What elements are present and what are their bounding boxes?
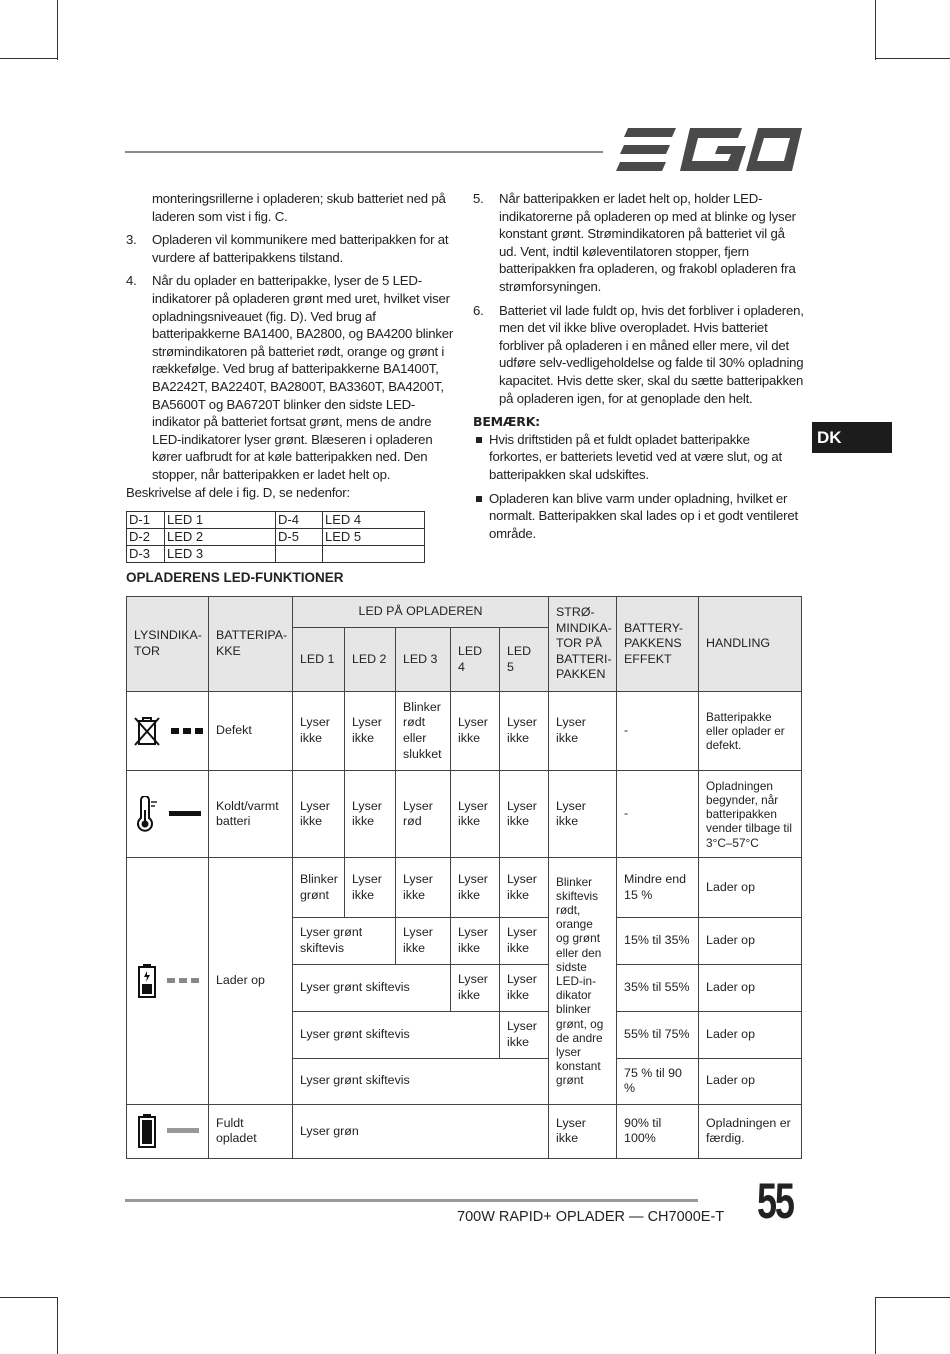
action-text: Batteripakke eller oplader er defekt. [699,692,802,771]
list-number: 6. [473,302,484,318]
left-column [126,190,460,501]
power-indicator-state: Lyser ikke [549,1104,617,1158]
led-state: Lyser ikke [451,692,500,771]
led-state: Lyser ikke [500,964,549,1011]
page-number: 55 [757,1173,793,1229]
header-led: LED 5 [500,628,549,692]
led-state: Lyser ikke [451,771,500,858]
action-text: Opladningen er færdig. [699,1104,802,1158]
header-power-indicator: STRØ-MINDIKA-TOR PÅ BATTERI-PAKKEN [549,597,617,692]
list-item-5 [473,190,805,296]
header-led: LED 2 [345,628,396,692]
note-heading: BEMÆRK: [473,414,540,430]
bullet-icon [476,437,482,443]
battery-effect: 15% til 35% [617,918,699,964]
table-row-full [127,1104,802,1158]
led-state: Lyser grønt skiftevis [293,1058,549,1104]
crop-mark [875,58,950,59]
indicator-cell [127,858,209,1105]
led-state: Blinker grønt [293,858,345,918]
battery-state: Lader op [209,858,293,1105]
action-text: Lader op [699,918,802,964]
list-number: 4. [126,273,137,289]
led-state: Lyser ikke [500,771,549,858]
list-text: Når batteripakken er ladet helt op, holder LED-indikatorerne på opladeren op med at blinke og lyser konstant grønt. Strømindikatoren på batteriet vil gå ud. Vent, indtil køleventilatoren stopper, fjern batteripakken fra opladeren, og frakobl opladeren fra strømforsyningen. [499,191,796,294]
crop-mark [0,1297,57,1298]
header-led: LED 3 [396,628,451,692]
crop-mark [875,1297,950,1298]
note-bullet [473,490,805,543]
led-state: Lyser ikke [451,858,500,918]
grey-line-icon [167,1128,199,1134]
legend-label: LED 3 [165,546,276,563]
battery-effect: 35% til 55% [617,964,699,1011]
header-led: LED 1 [293,628,345,692]
led-state: Lyser ikke [396,918,451,964]
action-text: Opladningen begynder, når batteripakken vender tilbage til 3°C–57°C [699,771,802,858]
crop-mark [875,1297,876,1354]
list-item-6 [473,302,805,408]
list-text: Opladeren vil kommunikere med batteripakken for at vurdere af batteripakkens tilstand. [152,232,449,265]
led-functions-table [126,596,802,1159]
action-text: Lader op [699,858,802,918]
battery-effect: - [617,692,699,771]
battery-effect: 55% til 75% [617,1011,699,1058]
blinking-dashes-icon [171,727,203,735]
battery-effect: Mindre end 15 % [617,858,699,918]
legend-label: LED 4 [323,512,425,529]
legend-label: LED 1 [165,512,276,529]
right-column [473,190,805,548]
legend-label: LED 2 [165,529,276,546]
led-state: Lyser rød [396,771,451,858]
thermometer-icon [135,796,159,832]
legend-code: D-3 [127,546,165,563]
table-row-charging [127,858,802,918]
legend-label [323,546,425,563]
table-header-row [127,597,802,628]
legend-code: D-1 [127,512,165,529]
legend-code: D-2 [127,529,165,546]
table-row-temperature [127,771,802,858]
led-state: Lyser grønt skiftevis [293,964,451,1011]
led-state: Lyser ikke [293,771,345,858]
list-text: Batteriet vil lade fuldt op, hvis det forbliver i opladeren, men det vil ikke blive overopladet. Hvis batteriet forbliver på opladeren i en måned eller mere, vil det udføre selv-vedligeholdelse og falde til 30% opladning kapacitet. Hvis dette sker, skal du sætte batteripakken på opladeren igen, for at genoplade den helt. [499,302,804,406]
list-item-3 [126,231,460,266]
header-effect: BATTERY-PAKKENS EFFEKT [617,597,699,692]
bullet-text: Hvis driftstiden på et fuldt opladet batteripakke forkortes, er batteriets levetid ved at være slut, og at batteripakken skal udskiftes. [489,431,782,482]
led-state: Lyser ikke [500,1011,549,1058]
continued-paragraph: monteringsrillerne i opladeren; skub batteriet ned på laderen som vist i fig. C. [152,191,446,224]
power-indicator-state: Lyser ikke [549,771,617,858]
led-state: Lyser grønt skiftevis [293,1011,500,1058]
header-indicator: LYSINDIKA-TOR [127,597,209,692]
header-led: LED 4 [451,628,500,692]
list-number: 3. [126,232,137,248]
led-state: Lyser ikke [396,858,451,918]
battery-effect: 90% til 100% [617,1104,699,1158]
parts-legend-table [126,511,425,563]
header-rule [125,151,603,153]
note-bullet [473,431,805,484]
list-item-4 [126,272,460,483]
crop-mark [0,58,57,59]
header-led-group: LED PÅ OPLADEREN [293,597,549,628]
power-indicator-state: Blinker skiftevis rødt, orange og grønt eller den sidste LED-in-dikator blinker grønt, og de andre lyser konstant grønt [549,858,617,1105]
led-state: Lyser grøn [293,1104,549,1158]
battery-effect: - [617,771,699,858]
led-state: Lyser ikke [451,964,500,1011]
footer-rule [125,1199,698,1202]
list-number: 5. [473,191,484,206]
power-indicator-state: Lyser ikke [549,692,617,771]
header-battery: BATTERIPA-KKE [209,597,293,692]
bullet-icon [476,496,482,502]
led-state: Lyser ikke [500,918,549,964]
crop-mark [875,0,876,60]
battery-state: Koldt/varmt batteri [209,771,293,858]
battery-state: Defekt [209,692,293,771]
section-title: OPLADERENS LED-FUNKTIONER [126,570,344,585]
charging-battery-icon [137,963,157,999]
table-row [127,529,425,546]
action-text: Lader op [699,1058,802,1104]
crop-mark [57,1297,58,1354]
led-state: Blinker rødt eller slukket [396,692,451,771]
full-battery-icon [137,1113,157,1149]
table-row-defect [127,692,802,771]
solid-line-icon [169,811,201,817]
bullet-text: Opladeren kan blive varm under opladning, hvilket er normalt. Batteripakken skal lades op i et godt ventileret område. [489,490,798,541]
led-state: Lyser ikke [293,692,345,771]
led-state: Lyser ikke [500,858,549,918]
description-text: Beskrivelse af dele i fig. D, se nedenfor: [126,484,350,500]
led-state: Lyser ikke [345,771,396,858]
led-state: Lyser ikke [451,918,500,964]
language-tab: DK [812,422,892,453]
table-row [127,546,425,563]
list-text: Når du oplader en batteripakke, lyser de 5 LED-indikatorer på opladeren grønt med uret, hvilket viser opladningsniveauet (fig. D). Ved brug af batteripakkerne BA1400, BA2800, og BA4200 blinker strømindikatoren på batteriet rødt, orange og grønt i rækkefølge. Ved brug af batteripakkerne BA1400T, BA2242T, BA2240T, BA2800T, BA3360T, BA4200T, BA5600T og BA6720T blinker den sidste LED-indikator på batteriet fortsat grønt, mens de andre LED-indikatorer lyser grønt. Blæseren i opladeren kører uafbrudt for at køle batteripakken ned. Den stopper, når batteripakken er ladet helt op. [152,273,454,482]
action-text: Lader op [699,1011,802,1058]
indicator-cell [127,771,209,858]
battery-state: Fuldt opladet [209,1104,293,1158]
indicator-cell [127,1104,209,1158]
header-action: HANDLING [699,597,802,692]
indicator-cell [127,692,209,771]
footer-product: 700W RAPID+ OPLADER — CH7000E-T [457,1209,725,1225]
legend-label: LED 5 [323,529,425,546]
crossed-battery-icon [133,716,161,746]
battery-effect: 75 % til 90 % [617,1058,699,1104]
led-state: Lyser ikke [345,692,396,771]
legend-code: D-5 [276,529,323,546]
grey-dashes-icon [167,978,199,984]
crop-mark [57,0,58,60]
legend-code: D-4 [276,512,323,529]
table-row [127,512,425,529]
led-state: Lyser ikke [345,858,396,918]
led-state: Lyser ikke [500,692,549,771]
action-text: Lader op [699,964,802,1011]
ego-logo [616,126,802,174]
legend-code [276,546,323,563]
led-state: Lyser grønt skiftevis [293,918,396,964]
